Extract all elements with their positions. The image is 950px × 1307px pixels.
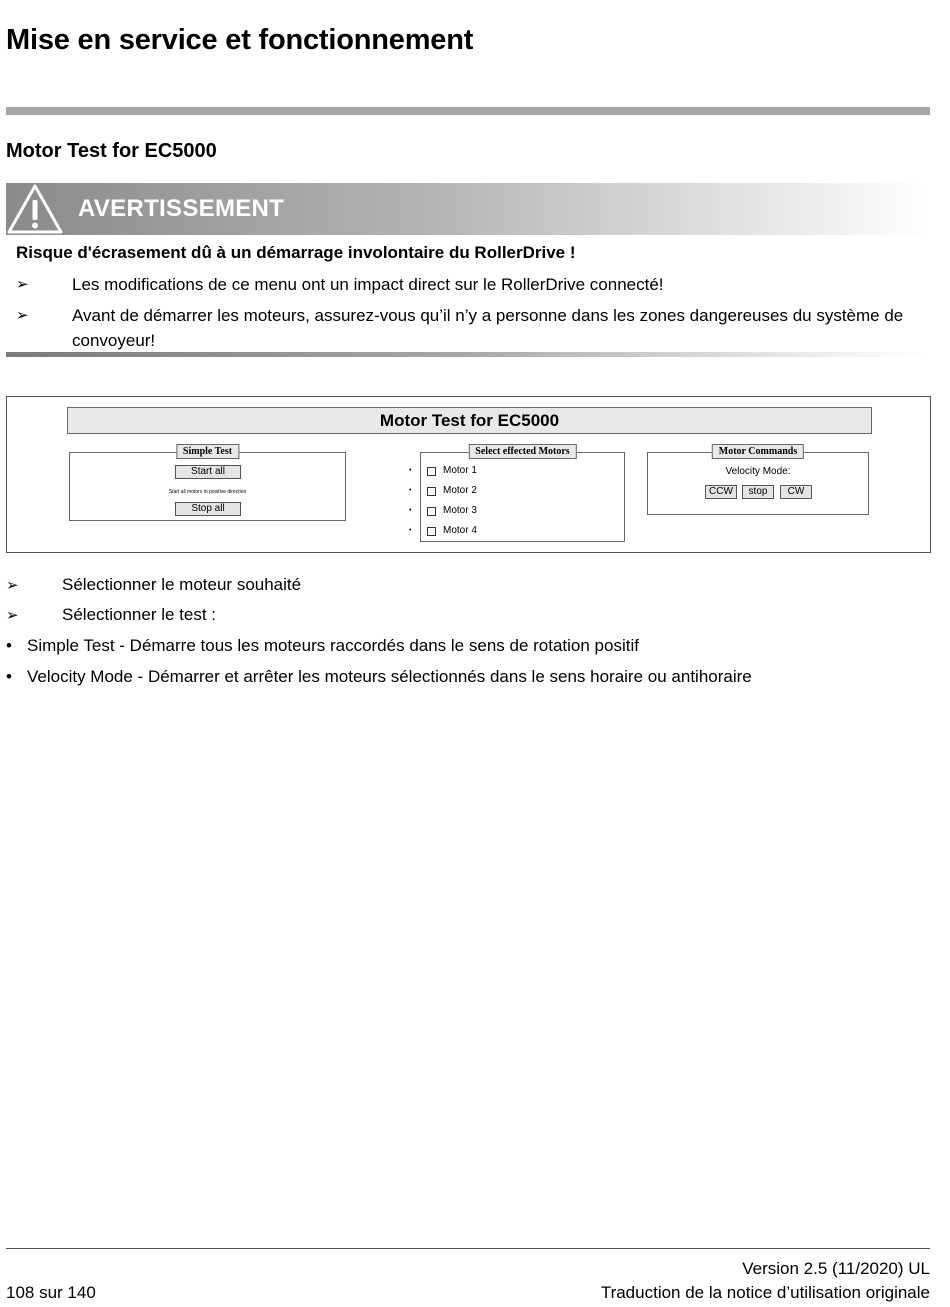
footer-translation-note: Traduction de la notice d’utilisation originale [600, 1283, 930, 1302]
warning-banner [6, 183, 930, 235]
warning-end-divider [6, 352, 930, 357]
bullet-dot: • [6, 636, 12, 655]
cw-button[interactable]: CW [780, 485, 812, 499]
arrow-bullet-icon: ➢ [6, 576, 19, 594]
chapter-divider [6, 107, 930, 115]
warning-item-text: Avant de démarrer les moteurs, assurez-vous qu’il n’y a personne dans les zones dangereuses du système de convoyeur! [72, 306, 904, 350]
warning-item [16, 272, 930, 297]
simple-test-group [69, 446, 346, 521]
motor-test-screenshot [6, 396, 931, 553]
motor-2-checkbox[interactable] [427, 487, 436, 496]
motor-3-checkbox[interactable] [427, 507, 436, 516]
velocity-mode-label: Velocity Mode: [725, 466, 791, 477]
footer-version: Version 2.5 (11/2020) UL [742, 1259, 930, 1278]
motor-selection-legend: Select effected Motors [468, 444, 576, 459]
arrow-bullet-icon: ➢ [16, 306, 29, 324]
warning-lead: Risque d'écrasement dû à un démarrage involontaire du RollerDrive ! [16, 243, 576, 262]
arrow-bullet-icon: ➢ [16, 275, 29, 293]
motor-label: Motor 2 [443, 485, 477, 496]
section-title: Motor Test for EC5000 [6, 140, 217, 162]
motor-label: Motor 1 [443, 465, 477, 476]
motor-4-checkbox[interactable] [427, 527, 436, 536]
ccw-button[interactable]: CCW [705, 485, 737, 499]
page-number: 108 sur 140 [6, 1283, 96, 1302]
start-all-hint: Start all motors in positive direction [168, 489, 247, 495]
stop-all-button[interactable]: Stop all [175, 502, 241, 516]
stop-button[interactable]: stop [742, 485, 774, 499]
footer-divider [6, 1248, 930, 1249]
start-all-button[interactable]: Start all [175, 465, 241, 479]
motor-selection-group: Select effected Motors • Motor 1 • Motor 2 • Motor 3 • Motor 4 [420, 452, 625, 542]
motor-label: Motor 3 [443, 505, 477, 516]
bullet-text: Simple Test - Démarre tous les moteurs raccordés dans le sens de rotation positif [27, 636, 639, 655]
arrow-bullet-icon: ➢ [6, 606, 19, 624]
step-text: Sélectionner le moteur souhaité [62, 575, 302, 594]
motor-commands-legend: Motor Commands [712, 444, 804, 459]
step-text: Sélectionner le test : [62, 605, 217, 624]
chapter-title: Mise en service et fonctionnement [6, 24, 474, 56]
motor-label: Motor 4 [443, 525, 477, 536]
warning-triangle-icon [6, 183, 64, 235]
panel-title: Motor Test for EC5000 [67, 407, 872, 434]
bullet-text: Velocity Mode - Démarrer et arrêter les moteurs sélectionnés dans le sens horaire ou antihoraire [27, 667, 752, 686]
bullet-dot: • [6, 667, 12, 686]
warning-item-text: Les modifications de ce menu ont un impact direct sur le RollerDrive connecté! [72, 275, 664, 294]
motor-1-checkbox[interactable] [427, 467, 436, 476]
simple-test-legend: Simple Test [176, 444, 239, 459]
warning-title: AVERTISSEMENT [78, 195, 285, 222]
motor-commands-group [647, 446, 869, 515]
warning-item [16, 303, 930, 353]
